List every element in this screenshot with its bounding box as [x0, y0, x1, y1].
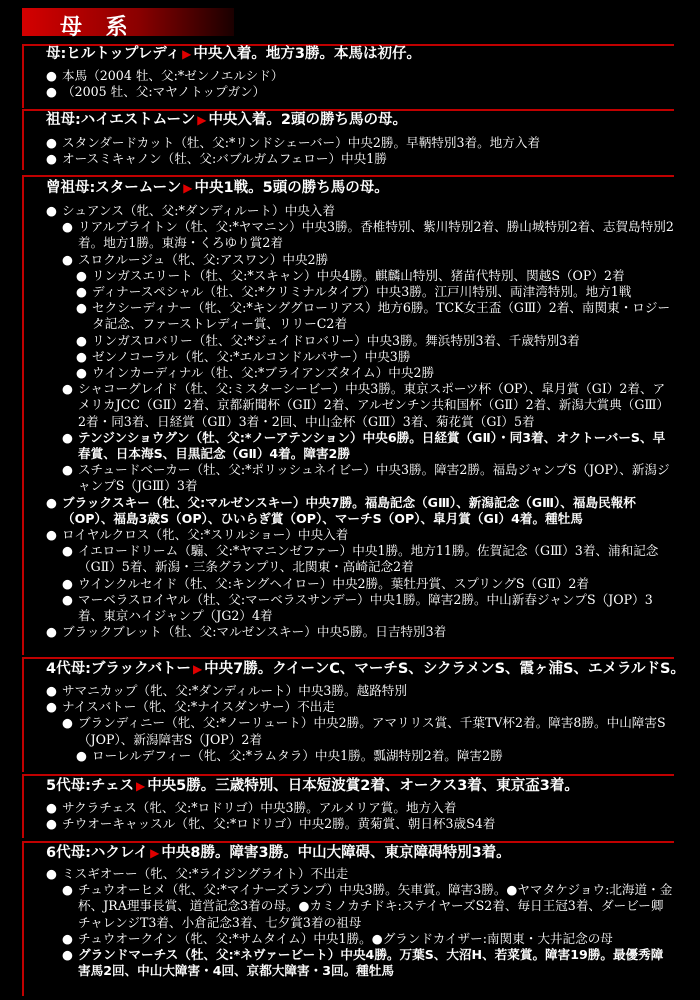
bullet-icon: ●: [62, 462, 73, 478]
offspring-text: ロイヤルクロス（牝、父:*スリルショー）中央入着: [62, 527, 349, 543]
offspring-text: チウオーキャッスル（牝、父:*ロドリゴ）中央2勝。黄菊賞、朝日杯3歳S4着: [62, 816, 496, 832]
bullet-icon: ●: [46, 135, 57, 150]
bullet-icon: ●: [76, 332, 87, 348]
offspring-text: シャコーグレイド（牡、父:ミスターシービー）中央3勝。東京スポーツ杯（OP）、皐月賞（GⅠ）2着、アメリカJCC（GⅡ）2着、京都新聞杯（GⅡ）2着、アルゼンチン共和国杯（GⅡ）2着、新潟大賞典（GⅢ）2着・同3着、日経賞（GⅡ）3着・2回、中山金杯（GⅢ）3着、菊花賞（GⅠ）5着: [78, 381, 670, 429]
generation-summary: 中央5勝。三歳特別、日本短波賞2着、オークス3着、東京盃3着。: [147, 778, 579, 794]
generation-header: [46, 843, 511, 863]
generation-header: [46, 776, 579, 796]
offspring-item: [46, 151, 674, 167]
section-border: [22, 109, 24, 170]
offspring-item: [46, 866, 674, 882]
section-border: [22, 841, 24, 996]
title-banner: [22, 8, 234, 40]
bullet-icon: ●: [62, 947, 73, 963]
generation-label: 4代母:ブラックバトー: [46, 661, 191, 677]
offspring-item: [46, 430, 674, 462]
generation-summary: 中央8勝。障害3勝。中山大障碍、東京障碍特別3着。: [161, 845, 511, 861]
bullet-icon: ●: [62, 429, 73, 445]
arrow-right-icon: ▶: [197, 113, 207, 127]
offspring-text: シュアンス（牝、父:*ダンディルート）中央入着: [62, 203, 335, 218]
offspring-text: テンジンショウグン（牡、父:*ノーアテンション）中央6勝。日経賞（GⅡ）・同3着、オクトーバーS、早春賞、日本海S、目黒記念（GⅡ）4着。障害2勝: [78, 429, 666, 462]
offspring-item: [46, 381, 674, 430]
offspring-text: ブランディニー（牝、父:*ノーリュート）中央2勝。アマリリス賞、千葉TV杯2着。障害8勝。中山障害S（JOP）、新潟障害S（JOP）2着: [78, 715, 666, 747]
offspring-text: グランドマーチス（牡、父:*ネヴァービート）中央4勝。万葉S、大沼H、若菜賞。障害19勝。最優秀障害馬2回、中山大障害・4回、京都大障害・3回。種牡馬: [78, 947, 664, 979]
offspring-item: [46, 947, 674, 979]
offspring-item: [46, 284, 674, 300]
bullet-icon: ●: [46, 68, 57, 83]
section-border: [22, 44, 24, 108]
offspring-item: [46, 135, 674, 151]
offspring-list: [46, 68, 674, 100]
offspring-item: [46, 252, 674, 268]
offspring-item: [46, 576, 674, 592]
bullet-icon: ●: [46, 203, 57, 218]
bullet-icon: ●: [76, 348, 87, 364]
generation-summary: 中央入着。地方3勝。本馬は初仔。: [193, 46, 421, 62]
offspring-list: [46, 683, 674, 764]
offspring-item: [46, 203, 674, 219]
bullet-icon: ●: [62, 715, 73, 731]
offspring-item: [46, 333, 674, 349]
offspring-item: [46, 543, 674, 575]
arrow-right-icon: ▶: [183, 181, 193, 195]
offspring-text: ブラックブレット（牡、父:マルゼンスキー）中央5勝。日吉特別3着: [62, 624, 447, 640]
offspring-text: リンガスエリート（牡、父:*スキャン）中央4勝。麒麟山特別、猪苗代特別、関越S（OP）2着: [92, 267, 625, 283]
generation-label: 5代母:チェス: [46, 778, 134, 794]
bullet-icon: ●: [46, 151, 57, 167]
bullet-icon: ●: [76, 365, 87, 381]
bullet-icon: ●: [62, 591, 73, 607]
section-border: [22, 657, 24, 772]
offspring-text: サマニカップ（牝、父:*ダンディルート）中央3勝。越路特別: [62, 683, 407, 698]
generation-header: [46, 110, 407, 130]
offspring-list: [46, 135, 674, 167]
offspring-text: リアルブライトン（牡、父:*ヤマニン）中央3勝。香椎特別、紫川特別2着、勝山城特別2着、志賀島特別2着。地方1勝。東海・くろゆり賞2着: [78, 219, 674, 251]
offspring-item: [46, 462, 674, 494]
offspring-item: [46, 683, 674, 699]
offspring-text: サクラチェス（牝、父:*ロドリゴ）中央3勝。アルメリア賞。地方入着: [62, 800, 457, 815]
bullet-icon: ●: [46, 683, 57, 698]
bullet-icon: ●: [46, 624, 57, 640]
generation-label: 祖母:ハイエストムーン: [46, 112, 196, 128]
offspring-item: [46, 624, 674, 640]
bullet-icon: ●: [62, 251, 73, 267]
bullet-icon: ●: [46, 494, 57, 510]
offspring-text: ウインカーディナル（牡、父:*ブライアンズタイム）中央2勝: [92, 365, 435, 381]
generation-header: [46, 178, 389, 198]
offspring-item: [46, 84, 674, 100]
offspring-text: ウインクルセイド（牡、父:キングヘイロー）中央2勝。葉牡丹賞、スプリングS（GⅡ）2着: [78, 575, 589, 591]
offspring-text: ローレルデフィー（牝、父:*ラムタラ）中央1勝。瓢湖特別2着。障害2勝: [92, 747, 503, 763]
offspring-item: [46, 715, 674, 747]
offspring-text: 本馬（2004 牡、父:*ゼンノエルシド）: [62, 68, 284, 83]
generation-label: 曾祖母:スタームーン: [46, 180, 182, 196]
bullet-icon: ●: [62, 219, 73, 235]
offspring-item: [46, 268, 674, 284]
offspring-item: [46, 495, 674, 527]
generation-summary: 中央入着。2頭の勝ち馬の母。: [208, 112, 408, 128]
offspring-item: [46, 68, 674, 84]
bullet-icon: ●: [46, 866, 57, 881]
offspring-list: [46, 866, 674, 979]
offspring-text: ミスギオーー（牝、父:*ライジングライト）不出走: [62, 866, 349, 881]
generation-label: 母:ヒルトップレディ: [46, 46, 181, 62]
offspring-item: [46, 219, 674, 251]
offspring-text: スロクルージュ（牝、父:アスワン）中央2勝: [78, 251, 329, 267]
offspring-text: スタンダードカット（牡、父:*リンドシェーバー）中央2勝。早鞆特別3着。地方入着: [62, 135, 541, 150]
offspring-text: ナイスバトー（牝、父:*ナイスダンサー）不出走: [62, 699, 335, 715]
bullet-icon: ●: [62, 543, 73, 559]
offspring-text: リンガスロバリー（牡、父:*ジェイドロバリー）中央3勝。舞浜特別3着、千歳特別3着: [92, 332, 580, 348]
arrow-right-icon: ▶: [150, 846, 160, 860]
generation-header: [46, 44, 421, 64]
generation-header: [46, 659, 685, 679]
bullet-icon: ●: [62, 882, 73, 898]
offspring-text: チュウオーヒメ（牝、父:*マイナーズランプ）中央3勝。矢車賞。障害3勝。●ヤマタケジョウ:北海道・金杯、JRA理事長賞、道営記念3着の母。●カミノカチドキ:ステイヤーズS2着、毎日王冠3着、ダービー卿チャレンジT3着、小倉記念3着、七夕賞3着の祖母: [78, 882, 673, 930]
offspring-text: イエロードリーム（騸、父:*ヤマニンゼファー）中央1勝。地方11勝。佐賀記念（GⅢ）3着、浦和記念（GⅡ）5着、新潟・三条グランプリ、北関東・高崎記念2着: [78, 543, 659, 575]
offspring-item: [46, 816, 674, 832]
offspring-item: [46, 882, 674, 931]
bullet-icon: ●: [46, 816, 57, 832]
offspring-text: （2005 牡、父:マヤノトップガン）: [62, 84, 266, 100]
offspring-item: [46, 365, 674, 381]
offspring-item: [46, 349, 674, 365]
bullet-icon: ●: [46, 699, 57, 715]
generation-label: 6代母:ハクレイ: [46, 845, 149, 861]
arrow-right-icon: ▶: [182, 47, 192, 61]
bullet-icon: ●: [46, 800, 57, 815]
offspring-item: [46, 800, 674, 816]
offspring-item: [46, 592, 674, 624]
bullet-icon: ●: [62, 930, 73, 946]
offspring-list: [46, 800, 674, 832]
offspring-text: セクシーディナー（牝、父:*キンググローリアス）地方6勝。TCK女王盃（GⅢ）2着、南関東・ロジータ記念、ファーストレディー賞、リリーC2着: [92, 300, 671, 332]
section-border: [22, 175, 24, 655]
bullet-icon: ●: [76, 747, 87, 763]
page-title: 母 系: [60, 15, 136, 40]
offspring-text: スチュードベーカー（牡、父:*ポリッシュネイビー）中央3勝。障害2勝。福島ジャンプS（JOP）、新潟ジャンプS（JGⅢ）3着: [78, 462, 670, 494]
bullet-icon: ●: [46, 84, 57, 100]
offspring-text: ゼンノコーラル（牝、父:*エルコンドルパサー）中央3勝: [92, 348, 411, 364]
offspring-text: チュウオークイン（牝、父:*サムタイム）中央1勝。●グランドカイザー:南関東・大井記念の母: [78, 930, 613, 946]
arrow-right-icon: ▶: [135, 779, 146, 793]
section-border: [22, 774, 24, 838]
bullet-icon: ●: [76, 284, 87, 300]
bullet-icon: ●: [62, 575, 73, 591]
offspring-text: オースミキャノン（牡、父:バブルガムフェロー）中央1勝: [62, 151, 387, 167]
offspring-item: [46, 748, 674, 764]
offspring-item: [46, 699, 674, 715]
offspring-text: マーベラスロイヤル（牡、父:マーベラスサンデー）中央1勝。障害2勝。中山新春ジャンプS（JOP）3着、東京ハイジャンプ（JG2）4着: [78, 591, 653, 624]
bullet-icon: ●: [62, 381, 73, 397]
bullet-icon: ●: [46, 527, 57, 543]
offspring-text: ブラックスキー（牡、父:マルゼンスキー）中央7勝。福島記念（GⅢ）、新潟記念（GⅢ）、福島民報杯（OP）、福島3歳S（OP）、ひいらぎ賞（OP）、マーチS（OP）、皐月賞（GⅠ）4着。種牡馬: [62, 494, 636, 526]
offspring-item: [46, 931, 674, 947]
section-rule: [22, 175, 674, 177]
arrow-right-icon: ▶: [192, 662, 203, 676]
offspring-text: ディナースペシャル（牡、父:*クリミナルタイプ）中央3勝。江戸川特別、両津湾特別。地方1戦: [92, 284, 632, 300]
bullet-icon: ●: [76, 300, 87, 316]
offspring-list: [46, 203, 674, 640]
offspring-item: [46, 527, 674, 543]
offspring-item: [46, 300, 674, 332]
generation-summary: 中央7勝。クイーンC、マーチS、シクラメンS、霞ヶ浦S、エメラルドS。: [204, 661, 685, 677]
generation-summary: 中央1戦。5頭の勝ち馬の母。: [194, 180, 389, 196]
bullet-icon: ●: [76, 267, 87, 283]
